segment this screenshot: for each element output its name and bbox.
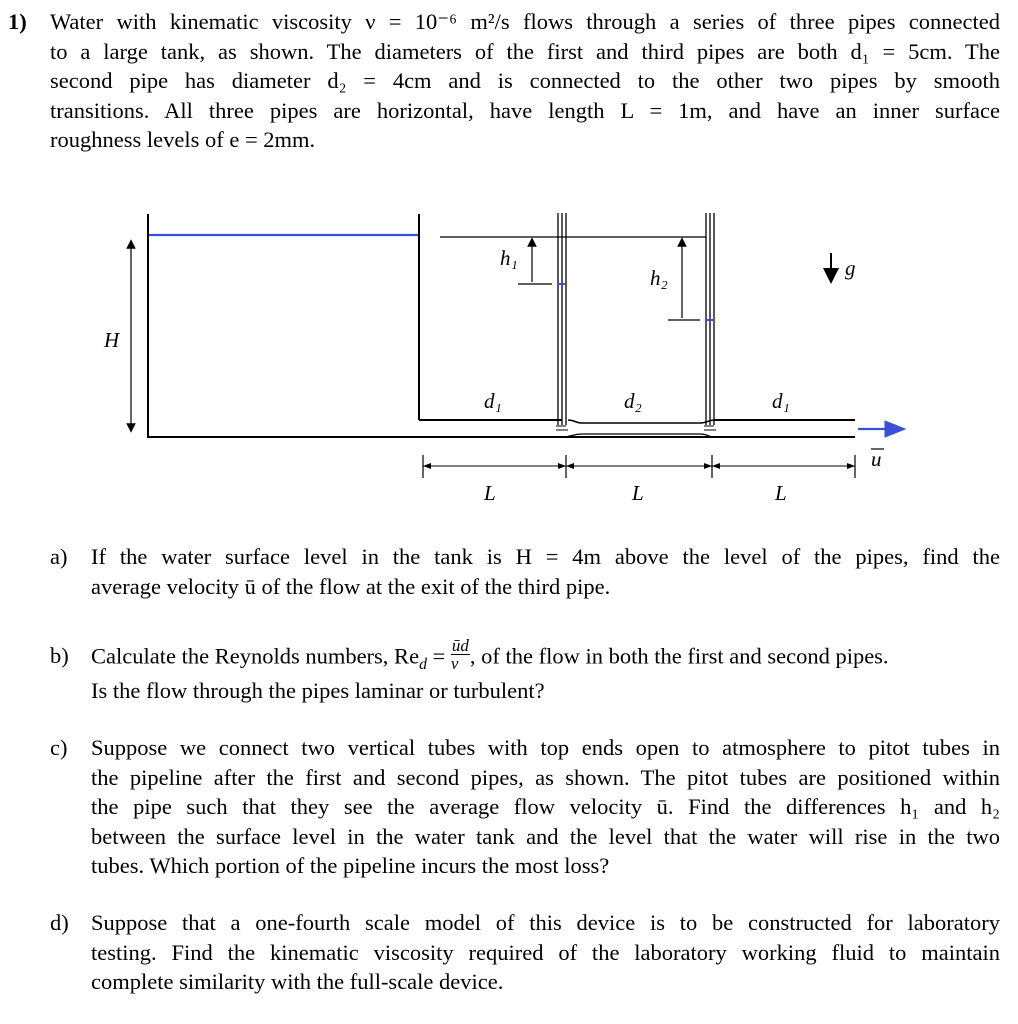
label-h1: h₁ [500, 246, 518, 270]
intro-line: roughness levels of e = 2mm. [50, 127, 316, 152]
part-d-label: d) [50, 910, 69, 935]
part-c-line: the pipe such that they see the average flow velocity ū. Find the differences h₁ and h₂ [91, 794, 1000, 819]
reynolds-fraction [451, 637, 470, 672]
part-b-post: , of the flow in both the first and second pipes. [469, 643, 889, 669]
part-b-line [91, 636, 1000, 676]
intro-line: Water with kinematic viscosity ν = 10⁻⁶ m²/s flows through a series of three pipes connected [50, 9, 1000, 34]
label-d1-first: d₁ [484, 389, 502, 413]
label-L-third: L [775, 481, 787, 505]
part-b-text [91, 636, 1000, 706]
part-b-sub: d [419, 656, 427, 674]
part-d-text [91, 908, 1000, 997]
part-a-label: a) [50, 544, 68, 569]
part-d-line: Suppose that a one-fourth scale model of this device is to be constructed for laboratory [91, 910, 1000, 935]
label-d1-third: d₁ [772, 389, 790, 413]
part-a-text [91, 542, 1000, 601]
intro-line: second pipe has diameter d₂ = 4cm and is connected to the other two pipes by smooth [50, 68, 1000, 93]
part-c-label: c) [50, 735, 68, 760]
part-b-label: b) [50, 643, 69, 668]
label-L-first: L [484, 481, 496, 505]
pitot-tube-2-foot [704, 426, 716, 430]
part-c-line: tubes. Which portion of the pipeline incurs the most loss? [91, 853, 610, 878]
part-c-text [91, 733, 1000, 881]
part-c-line: the pipeline after the first and second pipes, as shown. The pitot tubes are positioned within [91, 764, 1000, 790]
part-b-eq: = [426, 643, 451, 669]
pitot-tube-1-foot [556, 426, 568, 430]
label-L-second: L [632, 481, 644, 505]
part-b-pre: Calculate the Reynolds numbers, Re [91, 643, 420, 669]
pipe2-top-wall [568, 420, 714, 423]
problem-number: 1) [8, 9, 27, 34]
label-u-bar: u [871, 447, 882, 471]
intro-line: to a large tank, as shown. The diameters of the first and third pipes are both d₁ = 5cm. The [50, 38, 1000, 64]
part-c-line: Suppose we connect two vertical tubes with top ends open to atmosphere to pitot tubes in [91, 735, 1000, 760]
label-d2: d₂ [624, 389, 642, 413]
part-b-line: Is the flow through the pipes laminar or turbulent? [91, 678, 545, 703]
fraction-denominator: ν [450, 654, 459, 673]
intro-line: transitions. All three pipes are horizontal, have length L = 1m, and have an inner surface [50, 97, 1000, 123]
part-a-line: If the water surface level in the tank is H = 4m above the level of the pipes, find the [91, 544, 1000, 569]
part-d-line: complete similarity with the full-scale device. [91, 969, 504, 994]
label-g: g [845, 256, 856, 280]
label-H: H [104, 328, 120, 352]
part-c-line: between the surface level in the water tank and the level that the water will rise in the two [91, 823, 1000, 849]
label-h2: h₂ [650, 266, 668, 290]
fraction-numerator: ūd [451, 636, 469, 655]
part-a-line: average velocity ū of the flow at the exit of the third pipe. [91, 573, 611, 599]
part-d-line: testing. Find the kinematic viscosity required of the laboratory working fluid to maintain [91, 939, 1000, 965]
